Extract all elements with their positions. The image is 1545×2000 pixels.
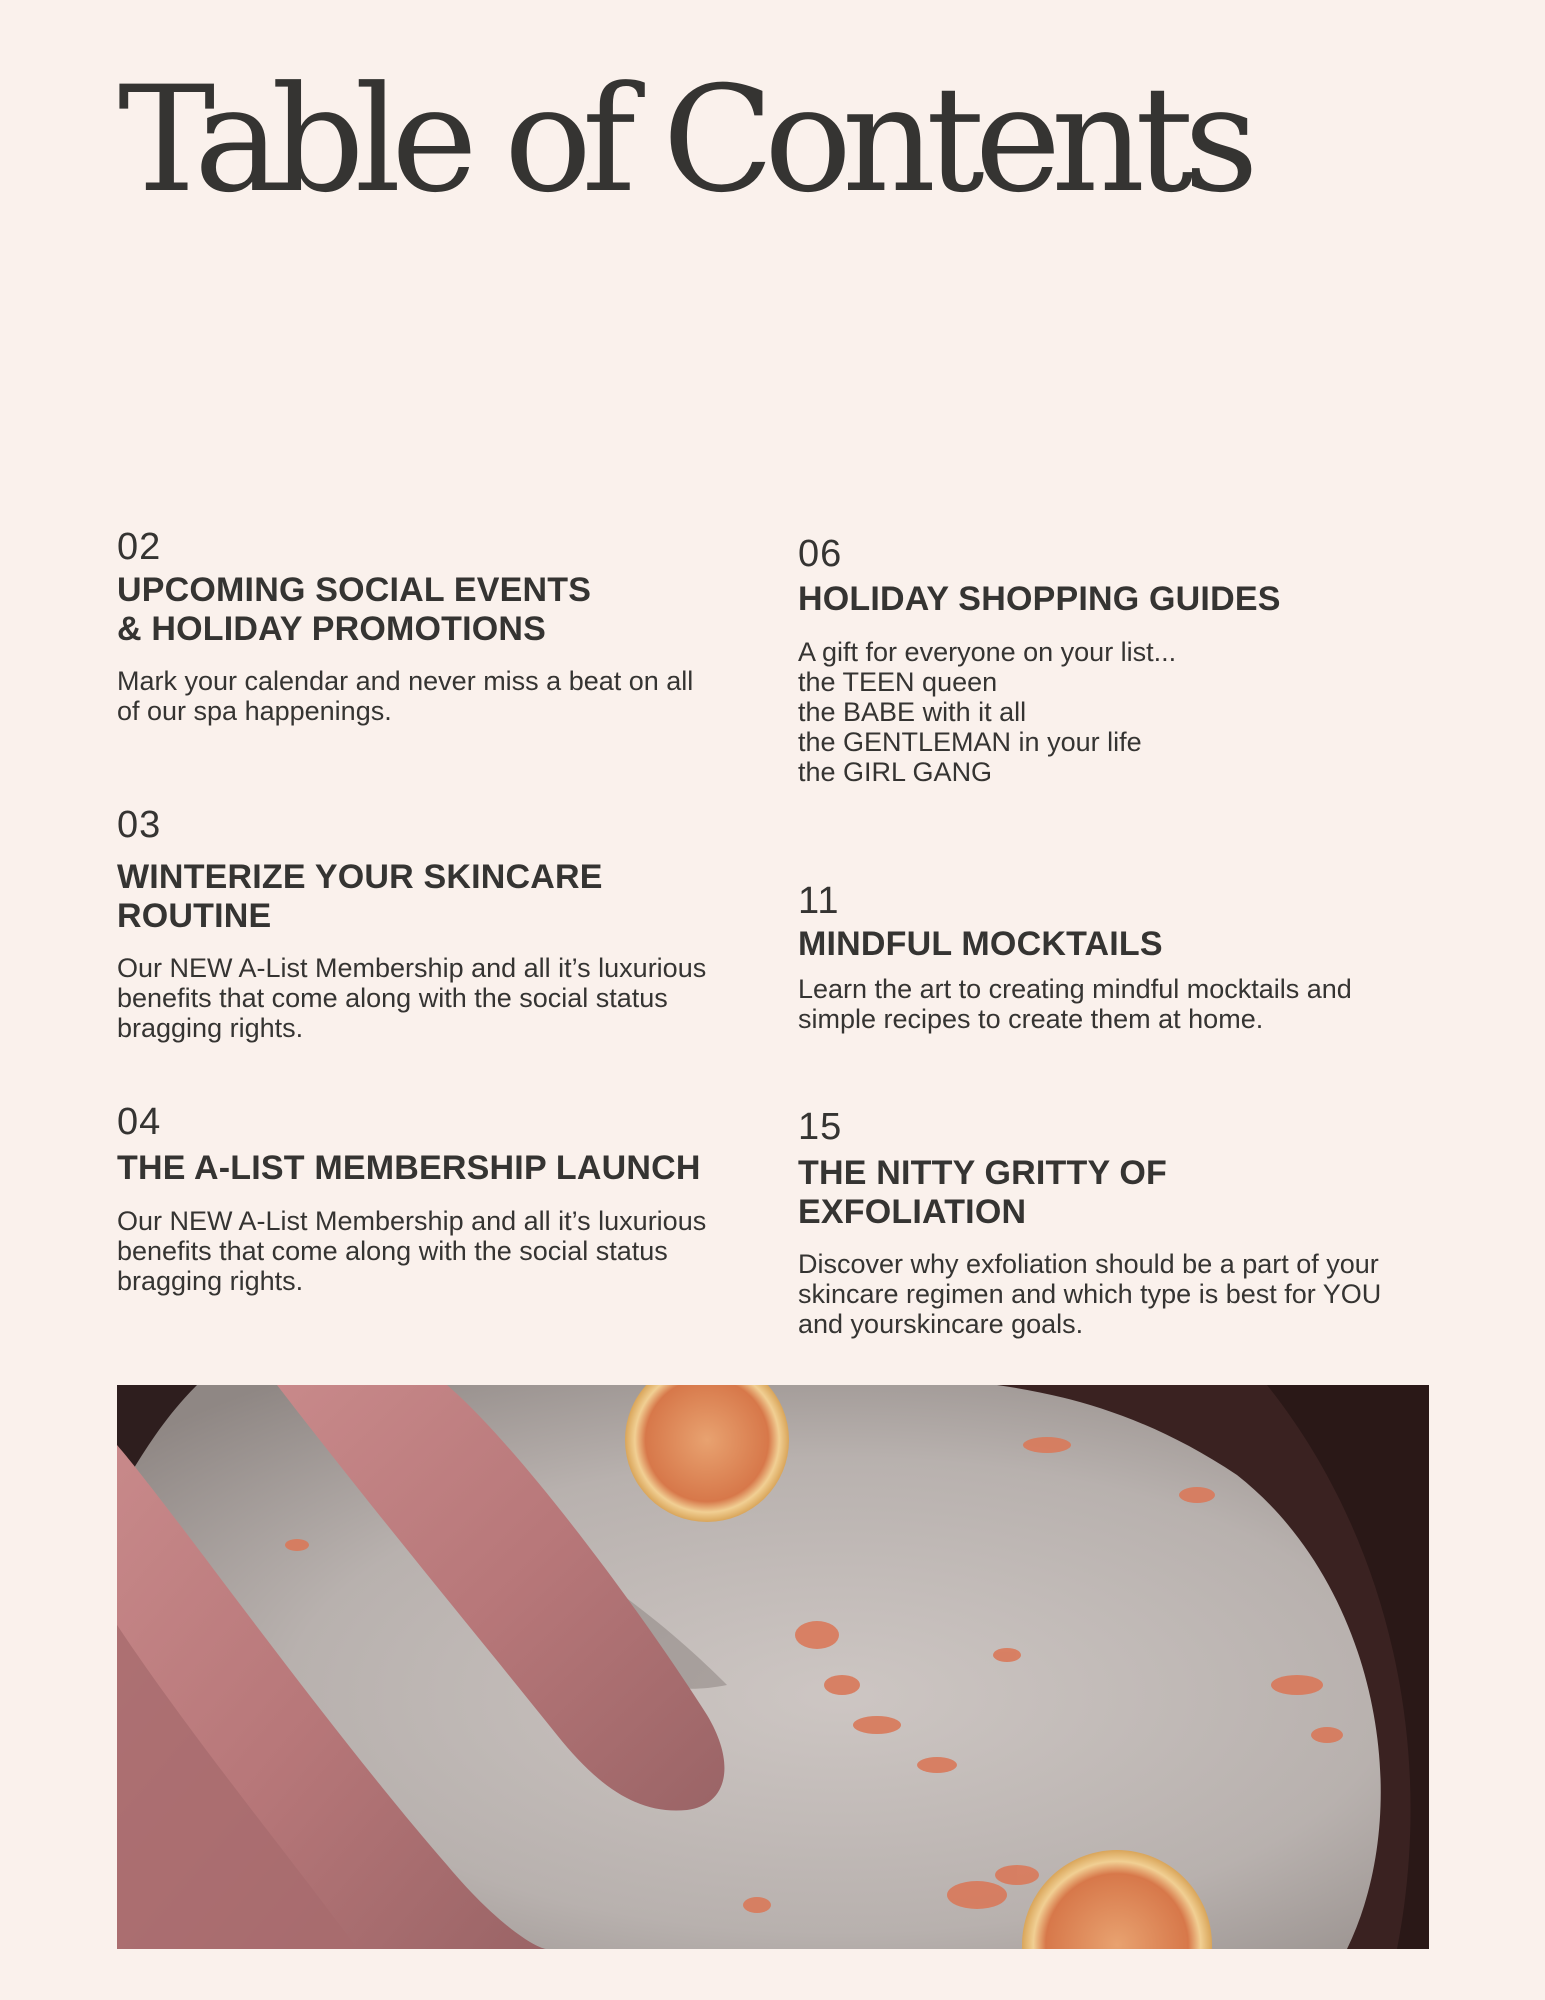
entry-description bbox=[117, 666, 757, 726]
entry-heading bbox=[117, 1149, 757, 1188]
description-line: bragging rights. bbox=[117, 1013, 304, 1043]
toc-entry-11[interactable] bbox=[798, 880, 1438, 1034]
spa-foot-bath-photo bbox=[117, 1385, 1429, 1949]
entry-description bbox=[798, 1249, 1438, 1339]
description-line: Our NEW A-List Membership and all it’s luxurious bbox=[117, 953, 707, 983]
heading-line: & HOLIDAY PROMOTIONS bbox=[117, 610, 547, 648]
toc-entry-06[interactable] bbox=[798, 533, 1438, 787]
description-line: Mark your calendar and never miss a beat on all bbox=[117, 666, 694, 696]
description-line: the TEEN queen bbox=[798, 667, 998, 697]
entry-heading bbox=[117, 571, 757, 649]
entry-description bbox=[798, 637, 1438, 787]
description-line: the GIRL GANG bbox=[798, 757, 993, 787]
description-line: A gift for everyone on your list... bbox=[798, 637, 1177, 667]
toc-entry-04[interactable] bbox=[117, 1101, 757, 1296]
entry-heading bbox=[117, 858, 757, 936]
entry-page-number: 02 bbox=[117, 526, 162, 568]
heading-line: THE NITTY GRITTY OF bbox=[798, 1154, 1168, 1192]
description-line: of our spa happenings. bbox=[117, 696, 392, 726]
description-line: Learn the art to creating mindful mocktails and bbox=[798, 974, 1352, 1004]
heading-line: MINDFUL MOCKTAILS bbox=[798, 925, 1163, 963]
entry-page-number: 06 bbox=[798, 533, 843, 575]
description-line: simple recipes to create them at home. bbox=[798, 1004, 1264, 1034]
description-line: the GENTLEMAN in your life bbox=[798, 727, 1142, 757]
toc-entry-02[interactable] bbox=[117, 526, 757, 726]
entry-heading bbox=[798, 1154, 1438, 1232]
entry-page-number: 15 bbox=[798, 1106, 843, 1148]
entry-heading bbox=[798, 580, 1438, 619]
description-line: benefits that come along with the social status bbox=[117, 1236, 668, 1266]
description-line: Discover why exfoliation should be a part of your bbox=[798, 1249, 1379, 1279]
entry-heading bbox=[798, 925, 1438, 964]
toc-entry-15[interactable] bbox=[798, 1106, 1438, 1339]
description-line: the BABE with it all bbox=[798, 697, 1027, 727]
description-line: skincare regimen and which type is best for YOU bbox=[798, 1279, 1382, 1309]
heading-line: THE A-LIST MEMBERSHIP LAUNCH bbox=[117, 1149, 701, 1187]
heading-line: WINTERIZE YOUR SKINCARE bbox=[117, 858, 603, 896]
description-line: benefits that come along with the social status bbox=[117, 983, 668, 1013]
foot-bath-illustration bbox=[117, 1385, 1429, 1949]
heading-line: HOLIDAY SHOPPING GUIDES bbox=[798, 580, 1281, 618]
heading-line: UPCOMING SOCIAL EVENTS bbox=[117, 571, 592, 609]
entry-page-number: 03 bbox=[117, 804, 162, 846]
entry-page-number: 11 bbox=[798, 880, 840, 922]
entry-description bbox=[117, 1206, 757, 1296]
heading-line: EXFOLIATION bbox=[798, 1193, 1027, 1231]
entry-page-number: 04 bbox=[117, 1101, 162, 1143]
description-line: bragging rights. bbox=[117, 1266, 304, 1296]
page-title: Table of Contents bbox=[118, 55, 1249, 225]
entry-description bbox=[798, 974, 1438, 1034]
toc-entry-03[interactable] bbox=[117, 804, 757, 1043]
description-line: and yourskincare goals. bbox=[798, 1309, 1084, 1339]
heading-line: ROUTINE bbox=[117, 897, 272, 935]
entry-description bbox=[117, 953, 757, 1043]
description-line: Our NEW A-List Membership and all it’s luxurious bbox=[117, 1206, 707, 1236]
